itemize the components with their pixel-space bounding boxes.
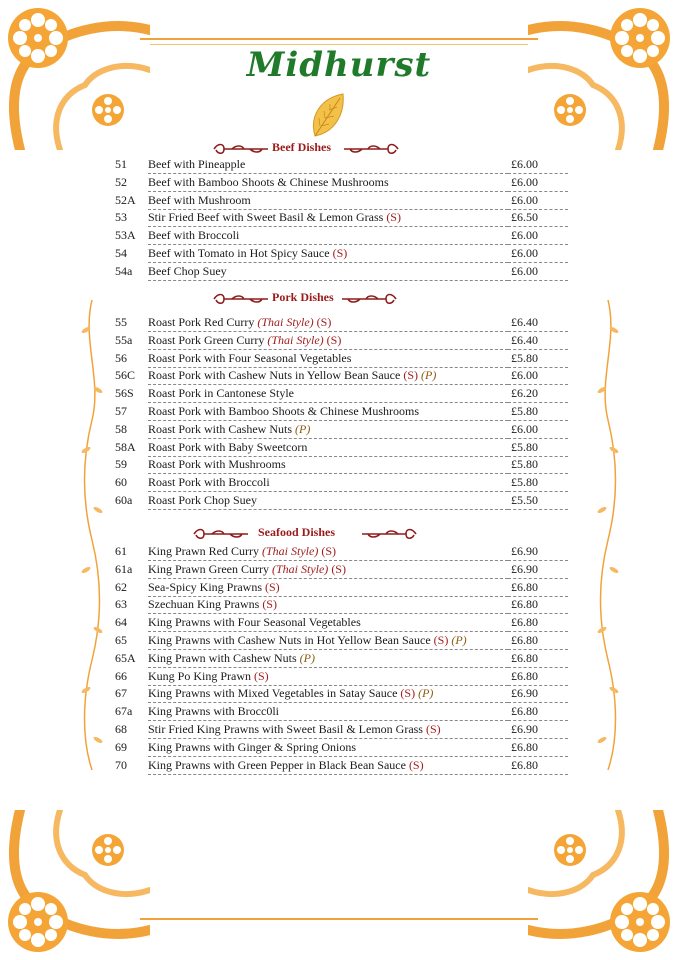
section-title: Seafood Dishes <box>258 525 336 539</box>
spicy-marker: (S) <box>433 632 449 647</box>
dish-description <box>148 403 508 421</box>
spicy-marker: (S) <box>400 686 416 701</box>
dish-name: Szechuan King Prawns <box>148 597 260 612</box>
dish-description <box>148 192 508 210</box>
spicy-marker: (S) <box>408 757 424 772</box>
dish-number: 63 <box>115 597 127 612</box>
dish-name: Stir Fried King Prawns with Sweet Basil & Lemon Grass <box>148 721 423 736</box>
dish-style-tag: (Thai Style) <box>267 332 324 347</box>
dish-price: £6.00 <box>508 367 568 385</box>
dish-number: 59 <box>115 457 127 472</box>
swirl-flourish-icon <box>360 528 418 540</box>
menu-list-seafood <box>113 543 568 774</box>
peanut-marker: (P) <box>295 421 311 436</box>
dish-description <box>148 614 508 632</box>
dish-name: King Prawns with Mixed Vegetables in Satay Sauce <box>148 686 398 701</box>
spicy-marker: (S) <box>254 668 269 683</box>
dish-number: 52 <box>115 174 127 189</box>
dish-number: 66 <box>115 668 127 683</box>
dish-number: 62 <box>115 579 127 594</box>
dish-number: 58A <box>115 439 136 454</box>
dish-number: 65 <box>115 632 127 647</box>
dish-description <box>148 596 508 614</box>
dish-price: £6.50 <box>508 209 568 227</box>
dish-price: £6.80 <box>508 650 568 668</box>
dish-name: King Prawns with Brocc0li <box>148 704 279 719</box>
dish-name: Beef with Mushroom <box>148 192 251 207</box>
swirl-flourish-icon <box>342 143 400 155</box>
dish-name: Beef with Tomato in Hot Spicy Sauce <box>148 245 330 260</box>
dish-description <box>148 685 508 703</box>
dish-description <box>148 739 508 757</box>
dish-name: King Prawns with Cashew Nuts in Hot Yellow Bean Sauce <box>148 632 431 647</box>
menu-item-row <box>113 245 568 263</box>
dish-name: Roast Pork with Bamboo Shoots & Chinese Mushrooms <box>148 403 420 418</box>
dish-number: 61 <box>115 544 127 558</box>
menu-item-row <box>113 439 568 457</box>
dish-name: Roast Pork with Broccoli <box>148 475 270 490</box>
dish-description <box>148 561 508 579</box>
dish-description <box>148 245 508 263</box>
dish-name: King Prawns with Green Pepper in Black Bean Sauce <box>148 757 406 772</box>
floral-corner-icon <box>528 810 678 960</box>
dish-name: Roast Pork in Cantonese Style <box>148 386 294 401</box>
dish-price: £6.90 <box>508 543 568 561</box>
dish-description <box>148 350 508 368</box>
swirl-flourish-icon <box>340 293 398 305</box>
menu-item-row <box>113 227 568 245</box>
menu-item-row <box>113 367 568 385</box>
dish-description <box>148 757 508 775</box>
menu-item-row <box>113 156 568 174</box>
menu-item-row <box>113 614 568 632</box>
swirl-flourish-icon <box>212 143 270 155</box>
dish-price: £6.40 <box>508 314 568 332</box>
dish-price: £5.80 <box>508 439 568 457</box>
spicy-marker: (S) <box>262 597 277 612</box>
dish-number: 55 <box>115 315 127 329</box>
spicy-marker: (S) <box>403 368 418 383</box>
dish-price: £5.80 <box>508 403 568 421</box>
dish-name: Roast Pork with Cashew Nuts in Yellow Bean Sauce <box>148 368 401 383</box>
dish-number: 56S <box>115 386 134 401</box>
menu-item-row <box>113 421 568 439</box>
section-header-seafood <box>0 525 678 543</box>
section-title: Beef Dishes <box>272 140 331 154</box>
dish-number: 53A <box>115 228 136 243</box>
dish-description <box>148 650 508 668</box>
dish-name: Beef Chop Suey <box>148 263 227 278</box>
menu-item-row <box>113 561 568 579</box>
menu-item-row <box>113 314 568 332</box>
dish-number: 52A <box>115 192 136 207</box>
menu-item-row <box>113 685 568 703</box>
dish-description <box>148 332 508 350</box>
dish-name: Roast Pork Red Curry <box>148 315 255 329</box>
dish-number: 65A <box>115 650 136 665</box>
swirl-flourish-icon <box>192 528 250 540</box>
frame-top-border <box>140 38 538 40</box>
dish-name: King Prawns with Ginger & Spring Onions <box>148 739 356 754</box>
dish-name: Beef with Broccoli <box>148 228 240 243</box>
dish-description <box>148 474 508 492</box>
dish-name: Kung Po King Prawn <box>148 668 252 683</box>
dish-price: £6.80 <box>508 596 568 614</box>
dish-number: 53 <box>115 210 127 225</box>
dish-description <box>148 263 508 281</box>
dish-number: 67 <box>115 686 127 701</box>
section-header-pork <box>0 290 678 308</box>
dish-price: £6.00 <box>508 227 568 245</box>
menu-item-row <box>113 492 568 510</box>
dish-description <box>148 385 508 403</box>
frame-bottom-border <box>140 918 538 920</box>
dish-name: Roast Pork Green Curry <box>148 332 265 347</box>
dish-price: £6.80 <box>508 632 568 650</box>
dish-description <box>148 456 508 474</box>
dish-name: Roast Pork with Mushrooms <box>148 457 286 472</box>
menu-item-row <box>113 579 568 597</box>
dish-number: 61a <box>115 561 133 576</box>
dish-name: Roast Pork with Cashew Nuts <box>148 421 292 436</box>
menu-item-row <box>113 721 568 739</box>
menu-item-row <box>113 174 568 192</box>
swirl-flourish-icon <box>212 293 270 305</box>
menu-item-row <box>113 332 568 350</box>
dish-number: 51 <box>115 157 127 171</box>
peanut-marker: (P) <box>421 368 437 383</box>
dish-name: King Prawn with Cashew Nuts <box>148 650 297 665</box>
dish-price: £6.00 <box>508 156 568 174</box>
dish-number: 58 <box>115 421 127 436</box>
menu-item-row <box>113 543 568 561</box>
spicy-marker: (S) <box>386 210 401 225</box>
dish-price: £6.00 <box>508 192 568 210</box>
floral-corner-bottom-left <box>0 810 150 960</box>
dish-name: Stir Fried Beef with Sweet Basil & Lemon Grass <box>148 210 384 225</box>
menu-item-row <box>113 350 568 368</box>
menu-item-row <box>113 263 568 281</box>
dish-number: 56C <box>115 368 136 383</box>
dish-description <box>148 174 508 192</box>
dish-description <box>148 668 508 686</box>
dish-number: 55a <box>115 332 133 347</box>
dish-price: £6.00 <box>508 421 568 439</box>
menu-list-pork <box>113 314 568 510</box>
menu-item-row <box>113 596 568 614</box>
dish-price: £6.80 <box>508 739 568 757</box>
dish-description <box>148 156 508 174</box>
dish-style-tag: (Thai Style) <box>271 561 329 576</box>
dish-price: £6.80 <box>508 757 568 775</box>
dish-description <box>148 543 508 561</box>
dish-name: Roast Pork with Four Seasonal Vegetables <box>148 350 352 365</box>
dish-description <box>148 421 508 439</box>
dish-price: £6.80 <box>508 668 568 686</box>
dish-number: 60 <box>115 475 127 490</box>
dish-price: £6.20 <box>508 385 568 403</box>
dish-style-tag: (Thai Style) <box>257 315 314 329</box>
dish-price: £6.90 <box>508 561 568 579</box>
restaurant-name: Midhurst <box>246 45 432 85</box>
menu-item-row <box>113 650 568 668</box>
menu-item-row <box>113 703 568 721</box>
dish-number: 67a <box>115 704 133 719</box>
dish-price: £6.00 <box>508 174 568 192</box>
dish-price: £6.40 <box>508 332 568 350</box>
dish-name: King Prawn Red Curry <box>148 544 259 558</box>
dish-name: Sea-Spicy King Prawns <box>148 579 262 594</box>
menu-item-row <box>113 403 568 421</box>
dish-number: 68 <box>115 721 127 736</box>
spicy-marker: (S) <box>265 579 280 594</box>
dish-description <box>148 367 508 385</box>
menu-item-row <box>113 192 568 210</box>
dish-description <box>148 314 508 332</box>
spicy-marker: (S) <box>331 561 346 576</box>
dish-price: £5.50 <box>508 492 568 510</box>
dish-price: £6.90 <box>508 721 568 739</box>
dish-number: 56 <box>115 350 127 365</box>
dish-name: Beef with Pineapple <box>148 157 246 171</box>
menu-item-row <box>113 668 568 686</box>
peanut-marker: (P) <box>418 686 434 701</box>
dish-name: King Prawn Green Curry <box>148 561 269 576</box>
dish-price: £6.00 <box>508 263 568 281</box>
spicy-marker: (S) <box>316 315 332 329</box>
menu-item-row <box>113 757 568 775</box>
menu-list-beef <box>113 156 568 281</box>
menu-item-row <box>113 456 568 474</box>
section-title: Pork Dishes <box>272 290 334 304</box>
menu-item-row <box>113 739 568 757</box>
dish-style-tag: (Thai Style) <box>262 544 319 558</box>
dish-description <box>148 209 508 227</box>
menu-item-row <box>113 209 568 227</box>
spicy-marker: (S) <box>326 332 342 347</box>
floral-corner-icon <box>0 810 150 960</box>
peanut-marker: (P) <box>299 650 315 665</box>
dish-name: Roast Pork Chop Suey <box>148 492 258 507</box>
menu-item-row <box>113 474 568 492</box>
floral-corner-bottom-right <box>528 810 678 960</box>
dish-number: 70 <box>115 757 127 772</box>
leaf-icon <box>307 92 347 138</box>
dish-price: £6.90 <box>508 685 568 703</box>
dish-description <box>148 439 508 457</box>
dish-price: £6.80 <box>508 703 568 721</box>
dish-name: Roast Pork with Baby Sweetcorn <box>148 439 308 454</box>
dish-description <box>148 721 508 739</box>
peanut-marker: (P) <box>451 632 467 647</box>
dish-number: 54a <box>115 263 133 278</box>
dish-description <box>148 632 508 650</box>
dish-number: 60a <box>115 492 133 507</box>
menu-item-row <box>113 385 568 403</box>
dish-number: 64 <box>115 615 127 630</box>
spicy-marker: (S) <box>332 245 348 260</box>
dish-price: £5.80 <box>508 456 568 474</box>
spicy-marker: (S) <box>425 721 441 736</box>
dish-price: £5.80 <box>508 474 568 492</box>
dish-description <box>148 703 508 721</box>
dish-name: Beef with Bamboo Shoots & Chinese Mushrooms <box>148 174 389 189</box>
dish-price: £6.80 <box>508 614 568 632</box>
menu-item-row <box>113 632 568 650</box>
spicy-marker: (S) <box>321 544 336 558</box>
dish-price: £6.80 <box>508 579 568 597</box>
dish-number: 57 <box>115 403 127 418</box>
dish-price: £6.00 <box>508 245 568 263</box>
dish-description <box>148 227 508 245</box>
dish-price: £5.80 <box>508 350 568 368</box>
dish-number: 54 <box>115 245 127 260</box>
dish-description <box>148 492 508 510</box>
dish-description <box>148 579 508 597</box>
dish-number: 69 <box>115 739 127 754</box>
dish-name: King Prawns with Four Seasonal Vegetables <box>148 615 361 630</box>
